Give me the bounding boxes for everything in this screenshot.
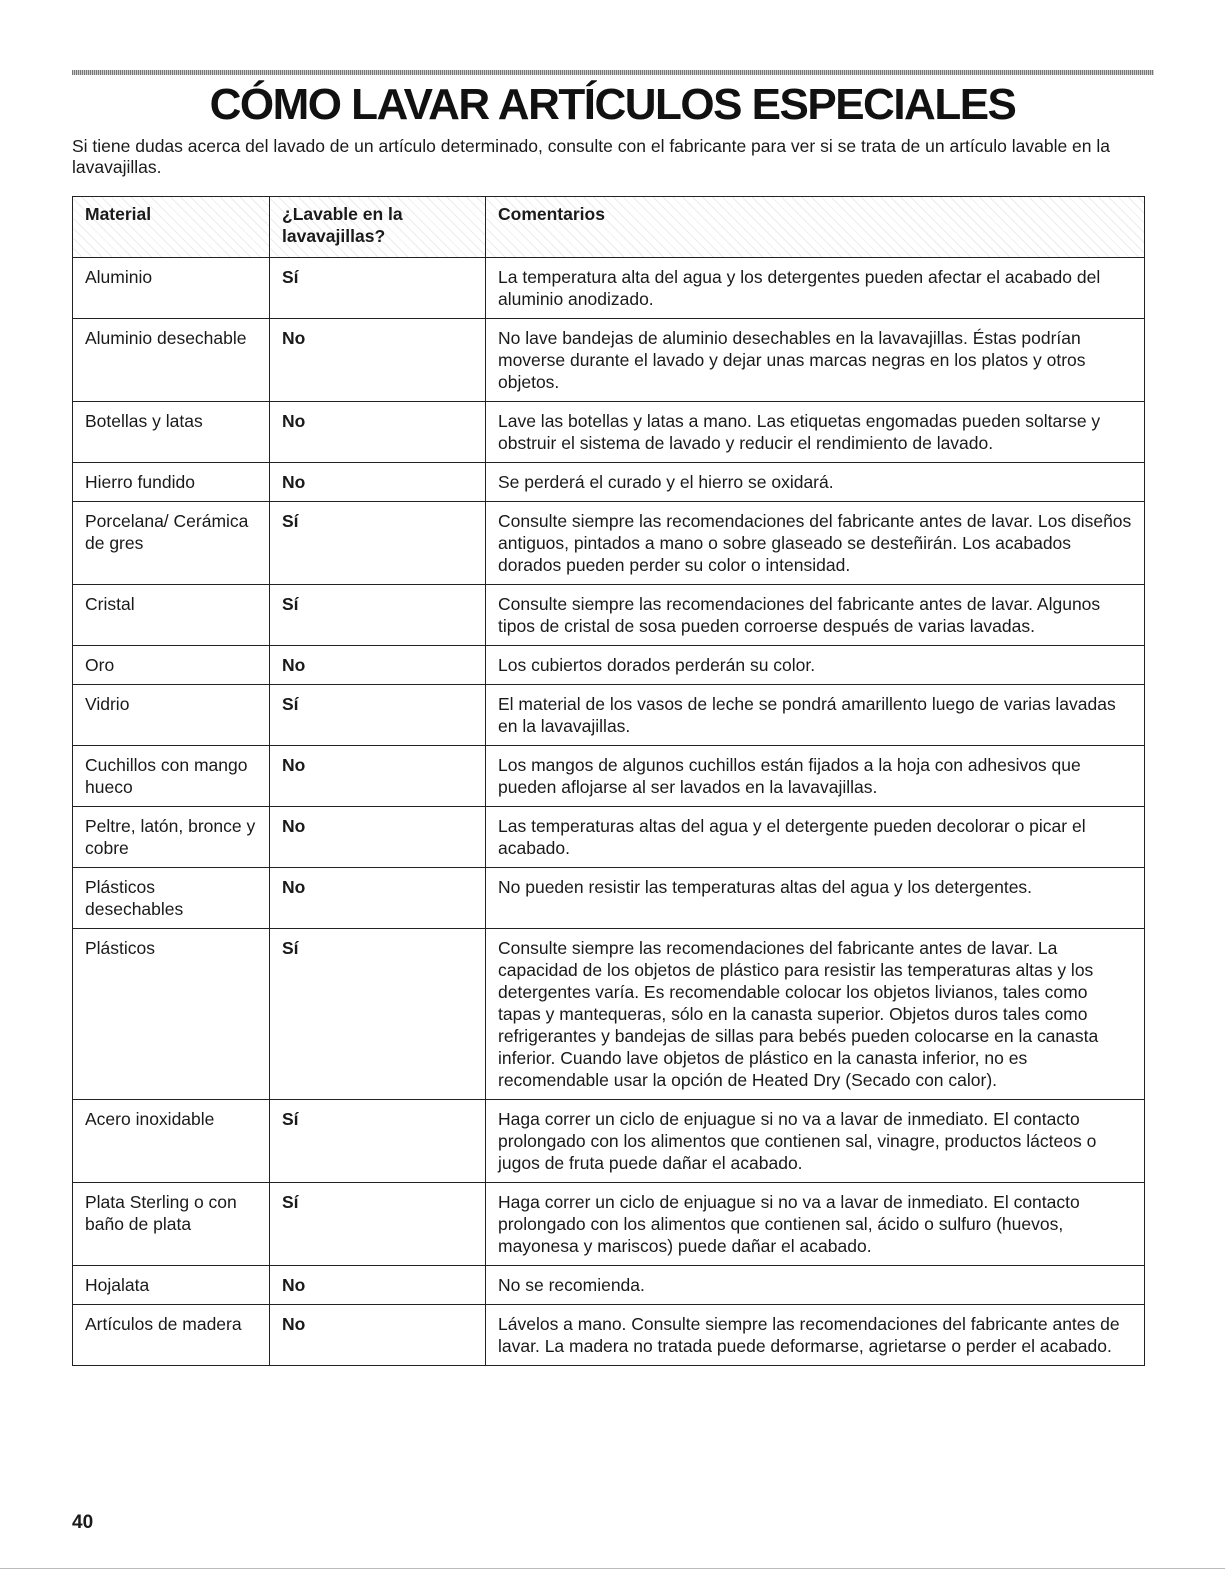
table-row [73,319,1145,402]
washable-cell: Sí [270,502,486,585]
washable-cell: Sí [270,1100,486,1183]
comments-cell: Las temperaturas altas del agua y el detergente pueden decolorar o picar el acabado. [486,807,1145,868]
material-cell: Cuchillos con mango hueco [73,746,270,807]
comments-cell: Consulte siempre las recomendaciones del fabricante antes de lavar. Los diseños antiguos, pintados a mano o sobre glaseado se desteñirán. Los acabados dorados pueden perder su color o intensidad. [486,502,1145,585]
comments-cell: El material de los vasos de leche se pondrá amarillento luego de varias lavadas en la lavavajillas. [486,685,1145,746]
table-row [73,1305,1145,1366]
page-title: CÓMO LAVAR ARTÍCULOS ESPECIALES [209,80,1016,129]
special-items-table-container [72,196,1144,1366]
page-number: 40 [72,1512,94,1533]
washable-cell: No [270,646,486,685]
material-cell: Aluminio desechable [73,319,270,402]
table-row [73,1100,1145,1183]
washable-cell: No [270,807,486,868]
footer-rule [0,1568,1225,1569]
comments-cell: No lave bandejas de aluminio desechables en la lavavajillas. Éstas podrían moverse durante el lavado y dejar unas marcas negras en los platos y otros objetos. [486,319,1145,402]
comments-cell: Consulte siempre las recomendaciones del fabricante antes de lavar. Algunos tipos de cristal de sosa pueden corroerse después de varias lavadas. [486,585,1145,646]
material-cell: Acero inoxidable [73,1100,270,1183]
material-cell: Porcelana/ Cerámica de gres [73,502,270,585]
material-cell: Artículos de madera [73,1305,270,1366]
table-row [73,746,1145,807]
comments-cell: La temperatura alta del agua y los detergentes pueden afectar el acabado del aluminio anodizado. [486,258,1145,319]
material-cell: Botellas y latas [73,402,270,463]
special-items-table [72,196,1145,1366]
comments-cell: Consulte siempre las recomendaciones del fabricante antes de lavar. La capacidad de los objetos de plástico para resistir las temperaturas altas y los detergentes varía. Es recomendable colocar los objetos livianos, tales como tapas y mantequeras, sólo en la canasta superior. Objetos duros tales como refrigerantes y bandejas de sillas para bebés pueden colocarse en la canasta inferior. Cuando lave objetos de plástico en la canasta inferior, no es recomendable usar la opción de Heated Dry (Secado con calor). [486,929,1145,1100]
material-cell: Plásticos desechables [73,868,270,929]
table-row [73,1266,1145,1305]
table-row [73,585,1145,646]
washable-cell: No [270,746,486,807]
header-material: Material [73,197,270,258]
header-comments: Comentarios [486,197,1145,258]
comments-cell: Lávelos a mano. Consulte siempre las recomendaciones del fabricante antes de lavar. La madera no tratada puede deformarse, agrietarse o perder el acabado. [486,1305,1145,1366]
washable-cell: Sí [270,585,486,646]
table-row [73,646,1145,685]
table-body [73,258,1145,1366]
washable-cell: No [270,319,486,402]
material-cell: Aluminio [73,258,270,319]
table-row [73,463,1145,502]
material-cell: Oro [73,646,270,685]
material-cell: Cristal [73,585,270,646]
table-row [73,402,1145,463]
table-header-row [73,197,1145,258]
header-washable: ¿Lavable en la lavavajillas? [270,197,486,258]
material-cell: Hojalata [73,1266,270,1305]
comments-cell: Se perderá el curado y el hierro se oxidará. [486,463,1145,502]
material-cell: Hierro fundido [73,463,270,502]
intro-paragraph: Si tiene dudas acerca del lavado de un artículo determinado, consulte con el fabricante para ver si se trata de un artículo lavable en la lavavajillas. [72,136,1110,177]
table-row [73,258,1145,319]
table-row [73,1183,1145,1266]
comments-cell: Los mangos de algunos cuchillos están fijados a la hoja con adhesivos que pueden aflojarse al ser lavados en la lavavajillas. [486,746,1145,807]
comments-cell: No pueden resistir las temperaturas altas del agua y los detergentes. [486,868,1145,929]
material-cell: Vidrio [73,685,270,746]
washable-cell: Sí [270,1183,486,1266]
washable-cell: No [270,1266,486,1305]
washable-cell: No [270,1305,486,1366]
table-row [73,685,1145,746]
comments-cell: No se recomienda. [486,1266,1145,1305]
comments-cell: Lave las botellas y latas a mano. Las etiquetas engomadas pueden soltarse y obstruir el sistema de lavado y reducir el rendimiento de lavado. [486,402,1145,463]
washable-cell: No [270,868,486,929]
comments-cell: Haga correr un ciclo de enjuague si no va a lavar de inmediato. El contacto prolongado con los alimentos que contienen sal, ácido o sulfuro (huevos, mayonesa y mariscos) puede dañar el acabado. [486,1183,1145,1266]
comments-cell: Haga correr un ciclo de enjuague si no va a lavar de inmediato. El contacto prolongado con los alimentos que contienen sal, vinagre, productos lácteos o jugos de fruta puede dañar el acabado. [486,1100,1145,1183]
washable-cell: Sí [270,685,486,746]
comments-cell: Los cubiertos dorados perderán su color. [486,646,1145,685]
table-row [73,868,1145,929]
washable-cell: No [270,402,486,463]
header-rule [72,70,1154,75]
table-row [73,502,1145,585]
washable-cell: No [270,463,486,502]
material-cell: Peltre, latón, bronce y cobre [73,807,270,868]
table-row [73,929,1145,1100]
table-row [73,807,1145,868]
washable-cell: Sí [270,929,486,1100]
washable-cell: Sí [270,258,486,319]
material-cell: Plata Sterling o con baño de plata [73,1183,270,1266]
material-cell: Plásticos [73,929,270,1100]
